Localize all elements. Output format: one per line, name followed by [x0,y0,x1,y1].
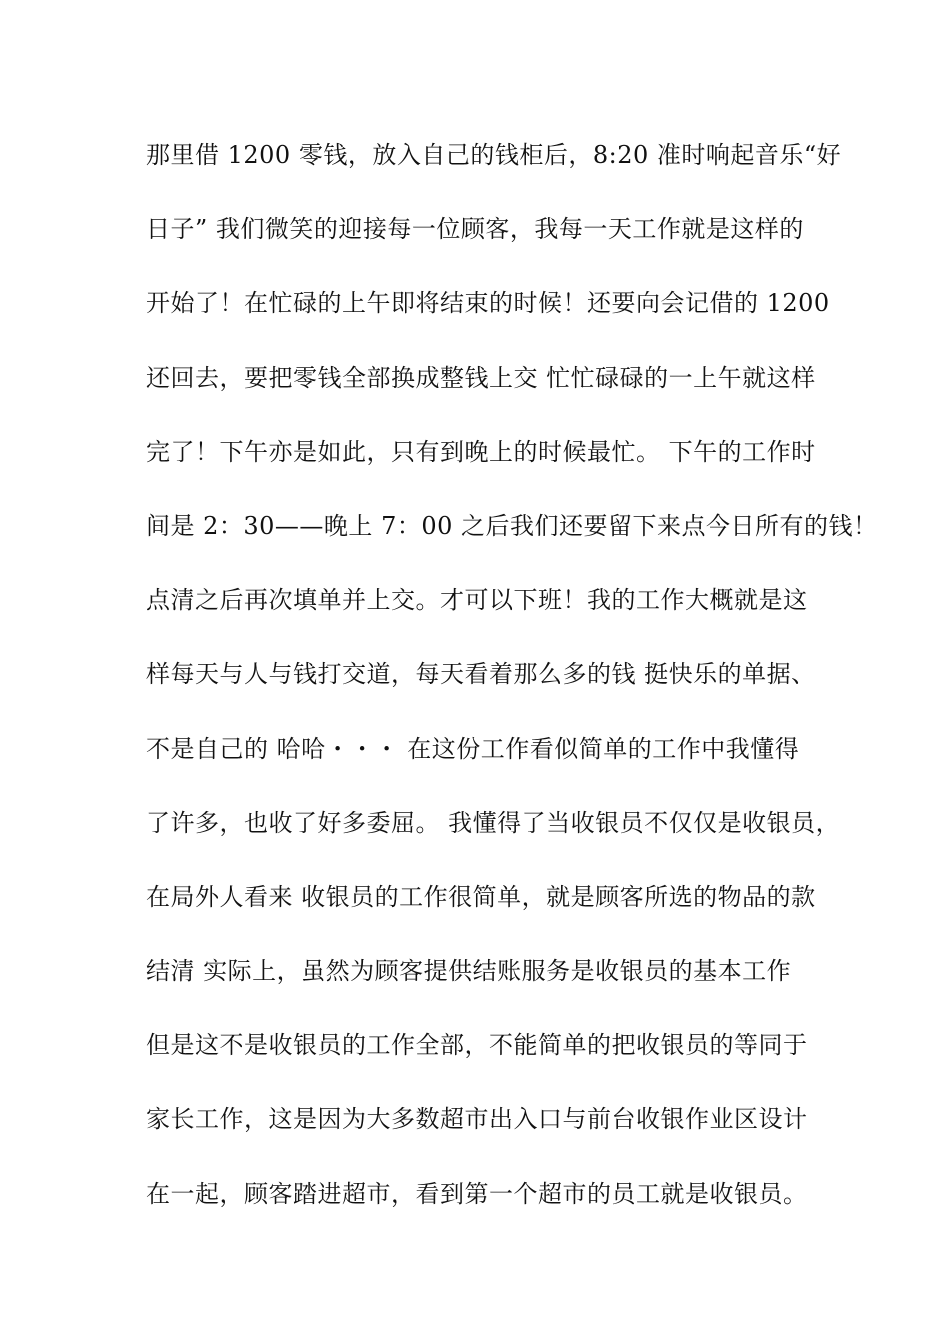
text-line: 了许多，也收了好多委屈。 我懂得了当收银员不仅仅是收银员， [146,808,841,837]
text-line: 在局外人看来 收银员的工作很简单，就是顾客所选的物品的款 [146,882,816,911]
text-line: 在一起，顾客踏进超市，看到第一个超市的员工就是收银员。 [146,1179,808,1208]
text-line: 日子” 我们微笑的迎接每一位顾客，我每一天工作就是这样的 [146,215,804,244]
text-line: 不是自己的 哈哈・・・ 在这份工作看似简单的工作中我懂得 [146,734,800,763]
text-line: 完了！下午亦是如此，只有到晚上的时候最忙。 下午的工作时 [146,437,816,466]
text-line: 但是这不是收银员的工作全部，不能简单的把收银员的等同于 [146,1031,808,1060]
body-text [146,132,878,1245]
text-line: 开始了！在忙碌的上午即将结束的时候！还要向会记借的 1200 [146,289,830,318]
text-line: 家长工作，这是因为大多数超市出入口与前台收银作业区设计 [146,1105,808,1134]
text-line: 样每天与人与钱打交道，每天看着那么多的钱 挺快乐的单据、 [146,660,816,689]
text-line: 间是 2：30——晚上 7：00 之后我们还要留下来点今日所有的钱！ [146,511,878,540]
text-line: 还回去，要把零钱全部换成整钱上交 忙忙碌碌的一上午就这样 [146,363,816,392]
text-line: 那里借 1200 零钱，放入自己的钱柜后，8:20 准时响起音乐“好 [146,141,842,169]
text-line: 点清之后再次填单并上交。才可以下班！我的工作大概就是这 [146,586,808,615]
text-line: 结清 实际上，虽然为顾客提供结账服务是收银员的基本工作 [146,957,792,986]
